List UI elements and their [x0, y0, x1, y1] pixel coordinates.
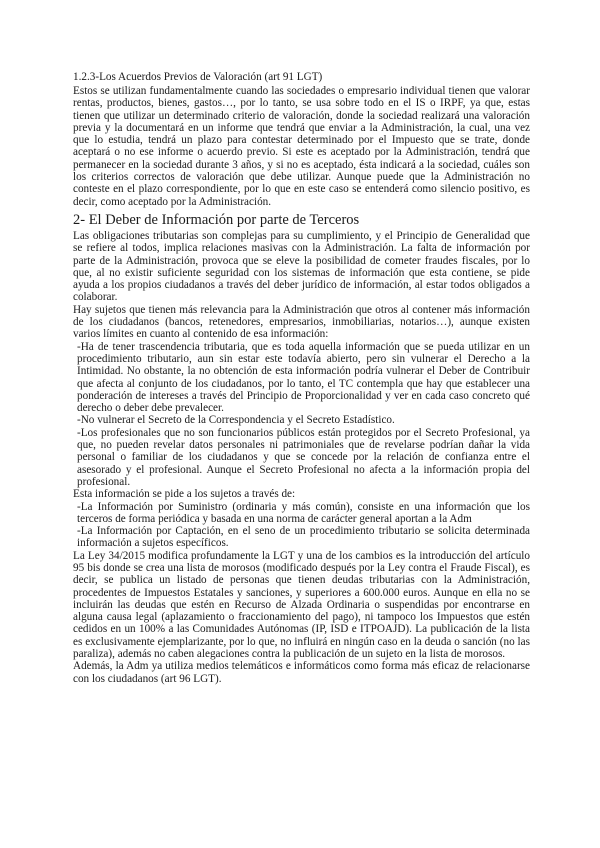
list-item-secreto-correspondencia: -No vulnerar el Secreto de la Correspondencia y el Secreto Estadístico.: [77, 414, 395, 427]
paragraph-forma-peticion: Esta información se pide a los sujetos a través de:: [73, 488, 296, 501]
list-item-captacion: -La Información por Captación, en el seno de un procedimiento tributario se solicita determinada información a sujetos específicos.: [77, 525, 530, 550]
section-heading-deber-informacion: 2- El Deber de Información por parte de Terceros: [73, 211, 360, 228]
document-page: [73, 70, 530, 685]
paragraph-ley-morosos: La Ley 34/2015 modifica profundamente la LGT y una de los cambios es la introducción del artículo 95 bis donde se crea una lista de morosos (modificado después por la Ley contra el Fraude Fiscal), es decir, se publica un listado de personas que tienen deudas tributarias con la Administración, procedentes de Impuestos Estatales y sanciones, y superiores a 600.000 euros. Aunque en ella no se incluirán las deudas que estén en Recurso de Alzada Ordinaria o suspendidas por encontrarse en alguna causa legal (aplazamiento o fraccionamiento del pago), ni tampoco los Impuestos que estén cedidos en un 100% a las Comunidades Autónomas (IP, ISD e ITPOAJD). La publicación de la lista es exclusivamente ejemplarizante, por lo que, no influirá en ningún caso en la deuda o sanción (no las paraliza), además no caben alegaciones contra la publicación de un sujeto en la lista de morosos.: [73, 549, 530, 661]
paragraph-obligaciones: Las obligaciones tributarias son complejas para su cumplimiento, y el Principio de Generalidad que se refiere al todos, implica relaciones masivas con la Administración. La falta de información por parte de la Administración, provoca que se eleve la posibilidad de cometer fraudes fiscales, por lo que, al no existir suficiente seguridad con los sistemas de información que esta contiene, se pide ayuda a los propios ciudadanos a través del deber jurídico de información, al estar todos obligados a colaborar.: [73, 229, 530, 304]
list-item-suministro: -La Información por Suministro (ordinaria y más común), consiste en una información que los terceros de forma periódica y basada en una norma de carácter general aportan a la Adm: [77, 500, 530, 525]
paragraph-sujetos-relevancia: Hay sujetos que tienen más relevancia para la Administración que otros al contener más información de los ciudadanos (bancos, retenedores, empresarios, inmobiliarias, notarios…), aunque existen varios límites en cuanto al contenido de esa información:: [73, 303, 530, 341]
section-heading-acuerdos-previos: 1.2.3-Los Acuerdos Previos de Valoración (art 91 LGT): [73, 71, 323, 83]
list-item-trascendencia: -Ha de tener trascendencia tributaria, que es toda aquella información que se pueda utilizar en un procedimiento tributario, aun sin estar este todavía abierto, pero sin vulnerar el Derecho a la Intimidad. No obstante, la no obtención de esta información podría vulnerar el Deber de Contribuir que afecta al conjunto de los ciudadanos, por lo tanto, el TC contempla que hay que establecer una ponderación de intereses a través del Principio de Proporcionalidad y ver en cada caso concreto qué derecho o deber debe prevalecer.: [77, 340, 530, 415]
paragraph-medios-telematicos: Además, la Adm ya utiliza medios telemáticos e informáticos como forma más eficaz de relacionarse con los ciudadanos (art 96 LGT).: [73, 660, 530, 685]
list-item-secreto-profesional: -Los profesionales que no son funcionarios públicos están protegidos por el Secreto Profesional, ya que, no pueden revelar datos personales ni patrimoniales que de revelarse podrían dañar la vida personal o familiar de los ciudadanos y que se concede por la relación de confianza entre el asesorado y el profesional. Aunque el Secreto Profesional no afecta a la información propia del profesional.: [77, 426, 530, 488]
paragraph-acuerdos-previos: Estos se utilizan fundamentalmente cuando las sociedades o empresario individual tienen que valorar rentas, productos, bienes, gastos…, por lo tanto, se usa sobre todo en el IS o IRPF, ya que, estas tienen que utilizar un determinado criterio de valoración, donde la sociedad realizará una valoración previa y la documentará en un informe que tendrá que enviar a la Administración, la cual, una vez que lo estudia, tendrá un plazo para contestar determinado por el Impuesto que se trate, donde aceptará o no ese informe o acuerdo previo. Si este es aceptado por la Administración, tendrá que permanecer en la sociedad durante 3 años, y si no es aceptado, ésta indicará a la sociedad, cuáles son los criterios correctos de valoración que debe utilizar. Aunque puede que la Administración no conteste en el plazo correspondiente, por lo que en este caso se entenderá como silencio positivo, es decir, como aceptado por la Administración.: [73, 85, 530, 208]
